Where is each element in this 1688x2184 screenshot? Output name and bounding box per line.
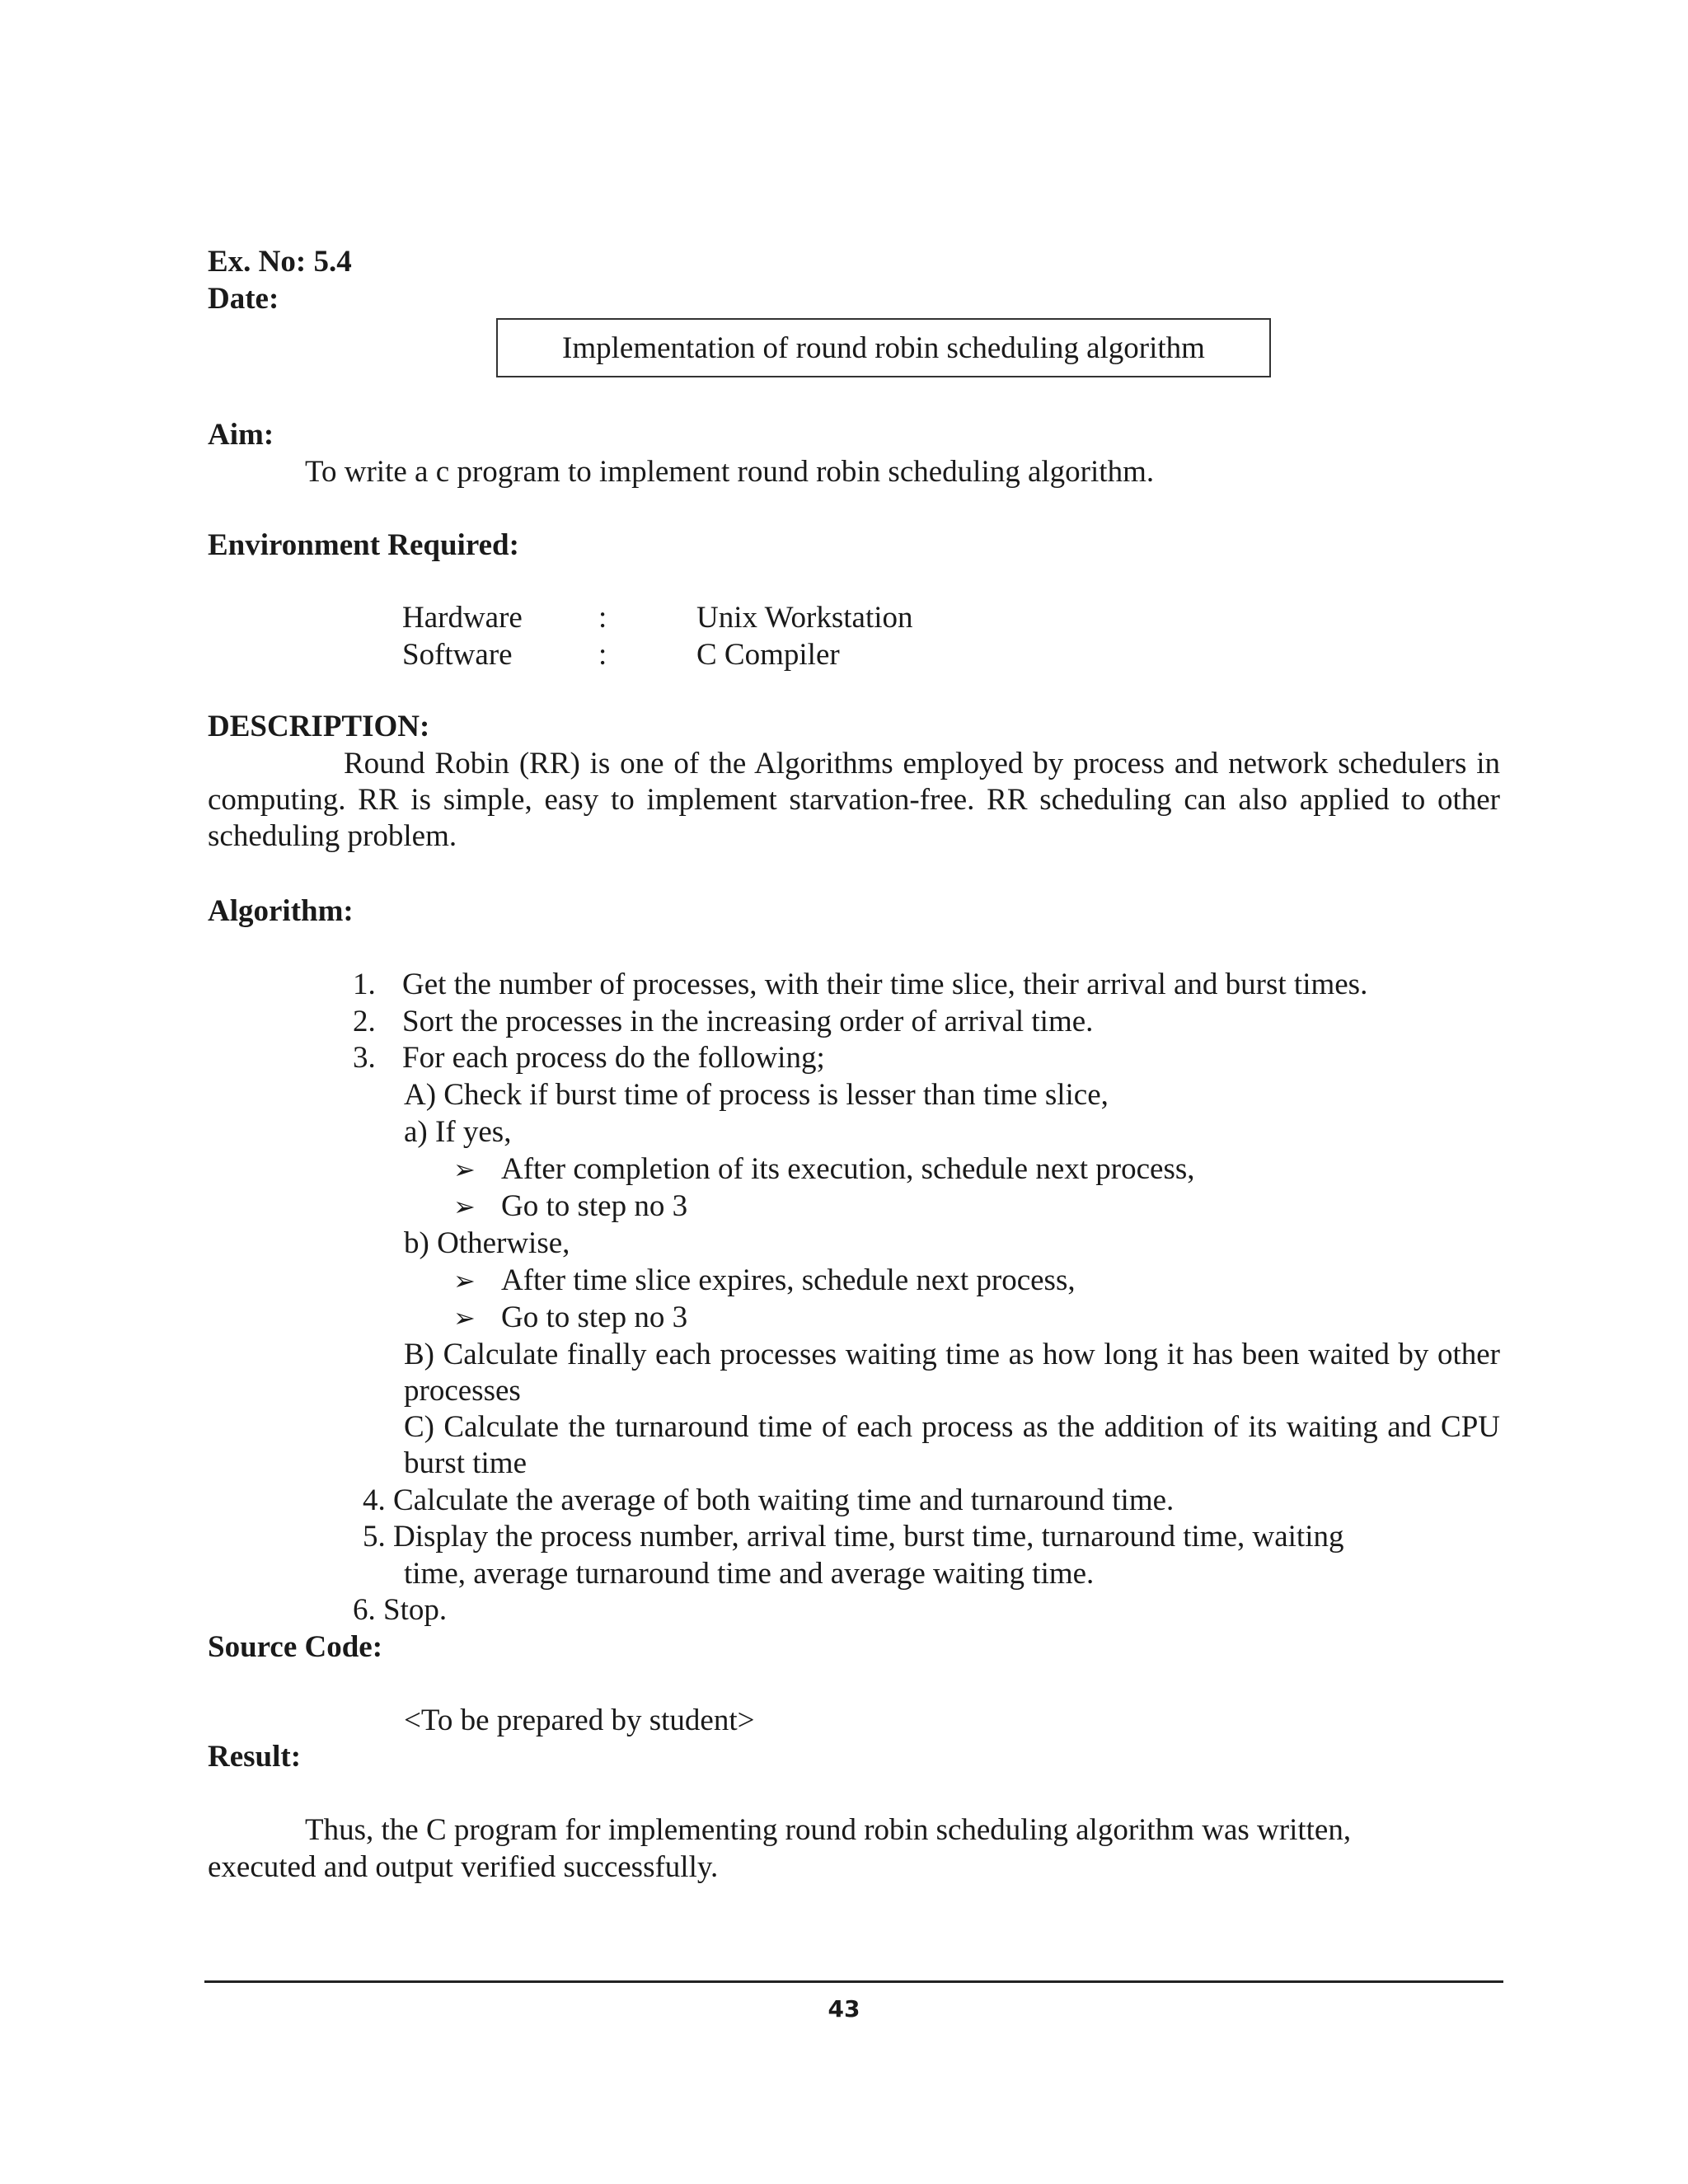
aim-text: To write a c program to implement round robin scheduling algorithm. bbox=[305, 455, 1155, 489]
substep-B: B) Calculate finally each processes waiting time as how long it has been waited by other processes bbox=[404, 1338, 1500, 1408]
bullet-item: ➢ Go to step no 3 bbox=[453, 1189, 688, 1223]
arrow-bullet-icon: ➢ bbox=[453, 1191, 476, 1222]
bullet-item: ➢ Go to step no 3 bbox=[453, 1301, 688, 1334]
aim-heading: Aim: bbox=[208, 418, 274, 452]
environment-heading: Environment Required: bbox=[208, 528, 519, 562]
bullet-item: ➢ After time slice expires, schedule next process, bbox=[453, 1263, 1076, 1297]
page-title: Implementation of round robin scheduling algorithm bbox=[562, 330, 1205, 365]
step-5-continued: time, average turnaround time and average waiting time. bbox=[404, 1557, 1095, 1591]
description-text: Round Robin (RR) is one of the Algorithms employed by process and network schedulers in computing. RR is simple, easy to implement starvation-free. RR scheduling can also applied to other scheduling problem. bbox=[208, 747, 1500, 853]
env-software-value: C Compiler bbox=[696, 638, 840, 672]
arrow-bullet-icon: ➢ bbox=[453, 1265, 476, 1296]
step-3: For each process do the following; bbox=[402, 1041, 825, 1075]
page-number: 43 bbox=[828, 1995, 860, 2022]
arrow-bullet-icon: ➢ bbox=[453, 1302, 476, 1333]
step-6: 6. Stop. bbox=[353, 1593, 448, 1627]
step-4: 4. Calculate the average of both waiting time and turnaround time. bbox=[363, 1483, 1175, 1517]
substep-C: C) Calculate the turnaround time of each process as the addition of its waiting and CPU burst time bbox=[404, 1410, 1500, 1480]
substep-A: A) Check if burst time of process is lesser than time slice, bbox=[404, 1078, 1109, 1112]
result-text-line2: executed and output verified successfully. bbox=[208, 1850, 719, 1884]
substep-a: a) If yes, bbox=[404, 1115, 512, 1149]
result-heading: Result: bbox=[208, 1740, 302, 1774]
step-2: Sort the processes in the increasing order of arrival time. bbox=[402, 1005, 1094, 1038]
step-3-number: 3. bbox=[353, 1041, 376, 1075]
bullet-item: ➢ After completion of its execution, schedule next process, bbox=[453, 1152, 1195, 1186]
env-hardware-value: Unix Workstation bbox=[696, 601, 913, 635]
substep-b: b) Otherwise, bbox=[404, 1226, 570, 1260]
step-5: 5. Display the process number, arrival time, burst time, turnaround time, waiting bbox=[363, 1520, 1344, 1554]
arrow-bullet-icon: ➢ bbox=[453, 1154, 476, 1185]
step-1-number: 1. bbox=[353, 968, 376, 1001]
title-box bbox=[496, 318, 1271, 377]
source-code-heading: Source Code: bbox=[208, 1630, 383, 1664]
env-software-sep: : bbox=[598, 638, 607, 672]
result-text-line1: Thus, the C program for implementing round robin scheduling algorithm was written, bbox=[305, 1813, 1352, 1847]
description-heading: DESCRIPTION: bbox=[208, 710, 430, 743]
footer-divider bbox=[204, 1980, 1503, 1983]
source-code-placeholder: <To be prepared by student> bbox=[404, 1704, 755, 1737]
step-2-number: 2. bbox=[353, 1005, 376, 1038]
exercise-number: Ex. No: 5.4 bbox=[208, 245, 352, 279]
env-hardware-sep: : bbox=[598, 601, 607, 635]
date-label: Date: bbox=[208, 282, 279, 316]
algorithm-heading: Algorithm: bbox=[208, 894, 354, 928]
step-1: Get the number of processes, with their time slice, their arrival and burst times. bbox=[402, 968, 1368, 1001]
env-software-label: Software bbox=[402, 638, 513, 672]
env-hardware-label: Hardware bbox=[402, 601, 523, 635]
